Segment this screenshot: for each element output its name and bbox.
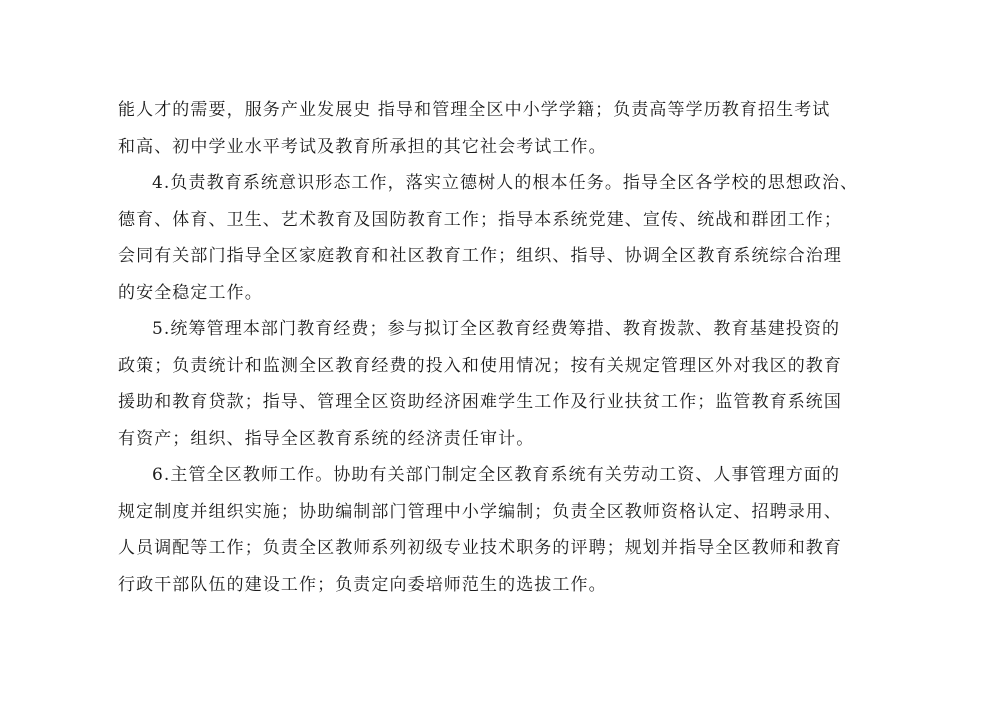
paragraph-6-first-line: 6.主管全区教师工作。协助有关部门制定全区教育系统有关劳动工资、人事管理方面的 xyxy=(152,465,841,485)
paragraph-5-first-line: 5.统筹管理本部门教育经费；参与拟订全区教育经费筹措、教育拨款、教育基建投资的 xyxy=(152,319,841,339)
document-body xyxy=(118,92,878,603)
paragraph-4-first-line: 4.负责教育系统意识形态工作，落实立德树人的根本任务。指导全区各学校的思想政治、 xyxy=(152,173,859,193)
text-line: 规定制度并组织实施；协助编制部门管理中小学编制；负责全区教师资格认定、招聘录用、 xyxy=(118,501,842,522)
text-line: 德育、体育、卫生、艺术教育及国防教育工作；指导本系统党建、宣传、统战和群团工作； xyxy=(118,209,842,230)
text-line: 会同有关部门指导全区家庭教育和社区教育工作；组织、指导、协调全区教育系统综合治理 xyxy=(118,246,842,266)
text-line: 行政干部队伍的建设工作；负责定向委培师范生的选拔工作。 xyxy=(118,574,607,595)
text-line: 的安全稳定工作。 xyxy=(118,282,263,303)
text-line: 政策；负责统计和监测全区教育经费的投入和使用情况；按有关规定管理区外对我区的教育 xyxy=(118,355,842,376)
text-line: 有资产；组织、指导全区教育系统的经济责任审计。 xyxy=(118,428,535,449)
text-line: 和高、初中学业水平考试及教育所承担的其它社会考试工作。 xyxy=(118,136,607,157)
text-line: 能人才的需要，服务产业发展史 指导和管理全区中小学学籍；负责高等学历教育招生考试 xyxy=(118,100,831,120)
text-line: 援助和教育贷款；指导、管理全区资助经济困难学生工作及行业扶贫工作；监管教育系统国 xyxy=(118,392,842,412)
text-line: 人员调配等工作；负责全区教师系列初级专业技术职务的评聘；规划并指导全区教师和教育 xyxy=(118,538,842,558)
